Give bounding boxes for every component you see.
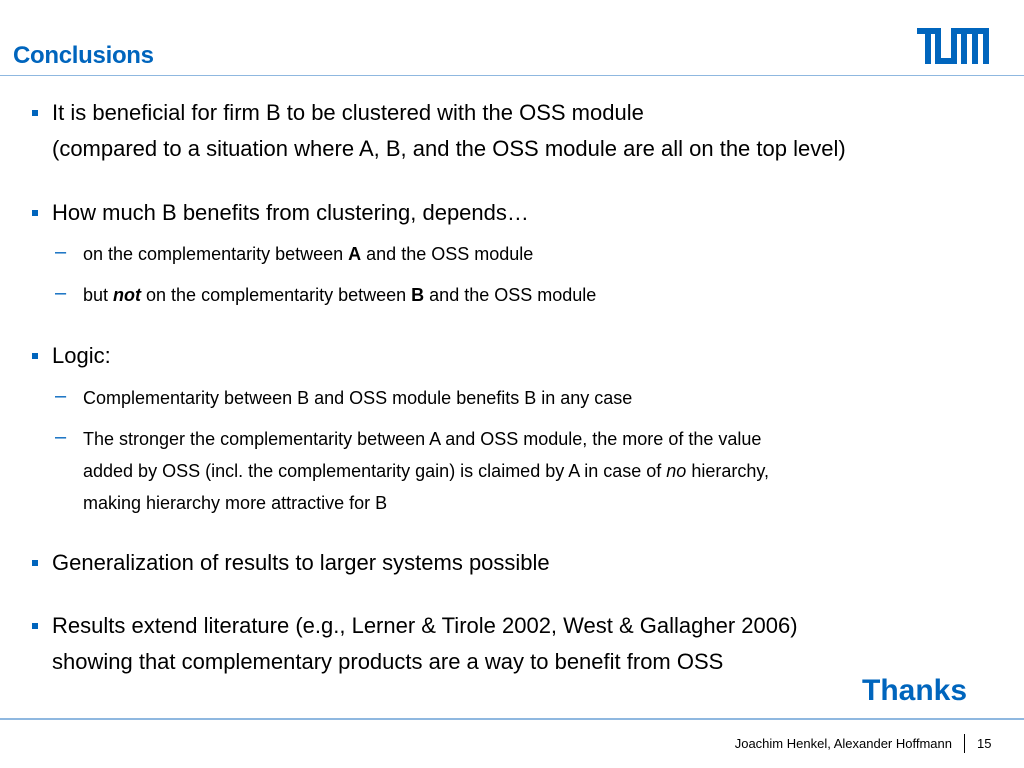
header-divider	[0, 75, 1024, 76]
sub-bullet-item	[55, 279, 597, 311]
bullet-text: Generalization of results to larger systems possible	[52, 550, 550, 575]
bullet-item-literature	[52, 608, 798, 680]
square-bullet-icon	[32, 210, 38, 216]
bullet-item-benefits	[52, 195, 529, 231]
square-bullet-icon	[32, 110, 38, 116]
dash-bullet-icon: –	[55, 426, 67, 448]
sub-bullet-text: but	[83, 285, 114, 305]
bold-italic-text: not	[113, 285, 142, 305]
sub-bullet-text: and the OSS module	[361, 244, 534, 264]
sub-bullet-text: on the complementarity between	[141, 285, 412, 305]
sub-bullet-text: on the complementarity between	[83, 244, 349, 264]
footer-authors: Joachim Henkel, Alexander Hoffmann	[734, 736, 952, 751]
sub-bullet-text-line	[83, 455, 769, 487]
bullet-item-generalization	[52, 545, 550, 581]
bullet-item-logic	[52, 338, 111, 374]
sub-bullet-text: hierarchy,	[686, 461, 770, 481]
footer-separator	[964, 734, 965, 753]
bullet-text: Results extend literature (e.g., Lerner & Tirole 2002, West & Gallagher 2006)	[52, 613, 798, 638]
sub-bullet-text: The stronger the complementarity between A and OSS module, the more of the value	[83, 429, 762, 449]
sub-bullet-text: making hierarchy more attractive for B	[83, 493, 388, 513]
bullet-text: showing that complementary products are a way to benefit from OSS	[52, 649, 724, 674]
bullet-text: It is beneficial for firm B to be clustered with the OSS module	[52, 100, 644, 125]
sub-bullet-text: Complementarity between B and OSS module benefits B in any case	[83, 388, 633, 408]
bold-text: A	[348, 244, 362, 264]
sub-bullet-item	[55, 423, 770, 519]
dash-bullet-icon: –	[55, 241, 67, 263]
square-bullet-icon	[32, 353, 38, 359]
tum-logo-icon	[917, 28, 989, 64]
square-bullet-icon	[32, 623, 38, 629]
sub-bullet-item	[55, 238, 534, 270]
sub-bullet-text: and the OSS module	[424, 285, 597, 305]
sub-bullet-item	[55, 382, 633, 414]
bullet-item-clustering	[52, 95, 846, 167]
footer-divider	[0, 718, 1024, 720]
page-number: 15	[977, 736, 992, 751]
bullet-text: Logic:	[52, 343, 111, 368]
square-bullet-icon	[32, 560, 38, 566]
dash-bullet-icon: –	[55, 385, 67, 407]
dash-bullet-icon: –	[55, 282, 67, 304]
slide-title: Conclusions	[13, 42, 154, 69]
italic-text: no	[666, 461, 687, 481]
sub-bullet-text: added by OSS (incl. the complementarity gain) is claimed by A in case of	[83, 461, 667, 481]
bold-text: B	[411, 285, 425, 305]
bullet-text: (compared to a situation where A, B, and the OSS module are all on the top level)	[52, 136, 846, 161]
bullet-text: How much B benefits from clustering, depends…	[52, 200, 529, 225]
thanks-text: Thanks	[862, 674, 968, 707]
